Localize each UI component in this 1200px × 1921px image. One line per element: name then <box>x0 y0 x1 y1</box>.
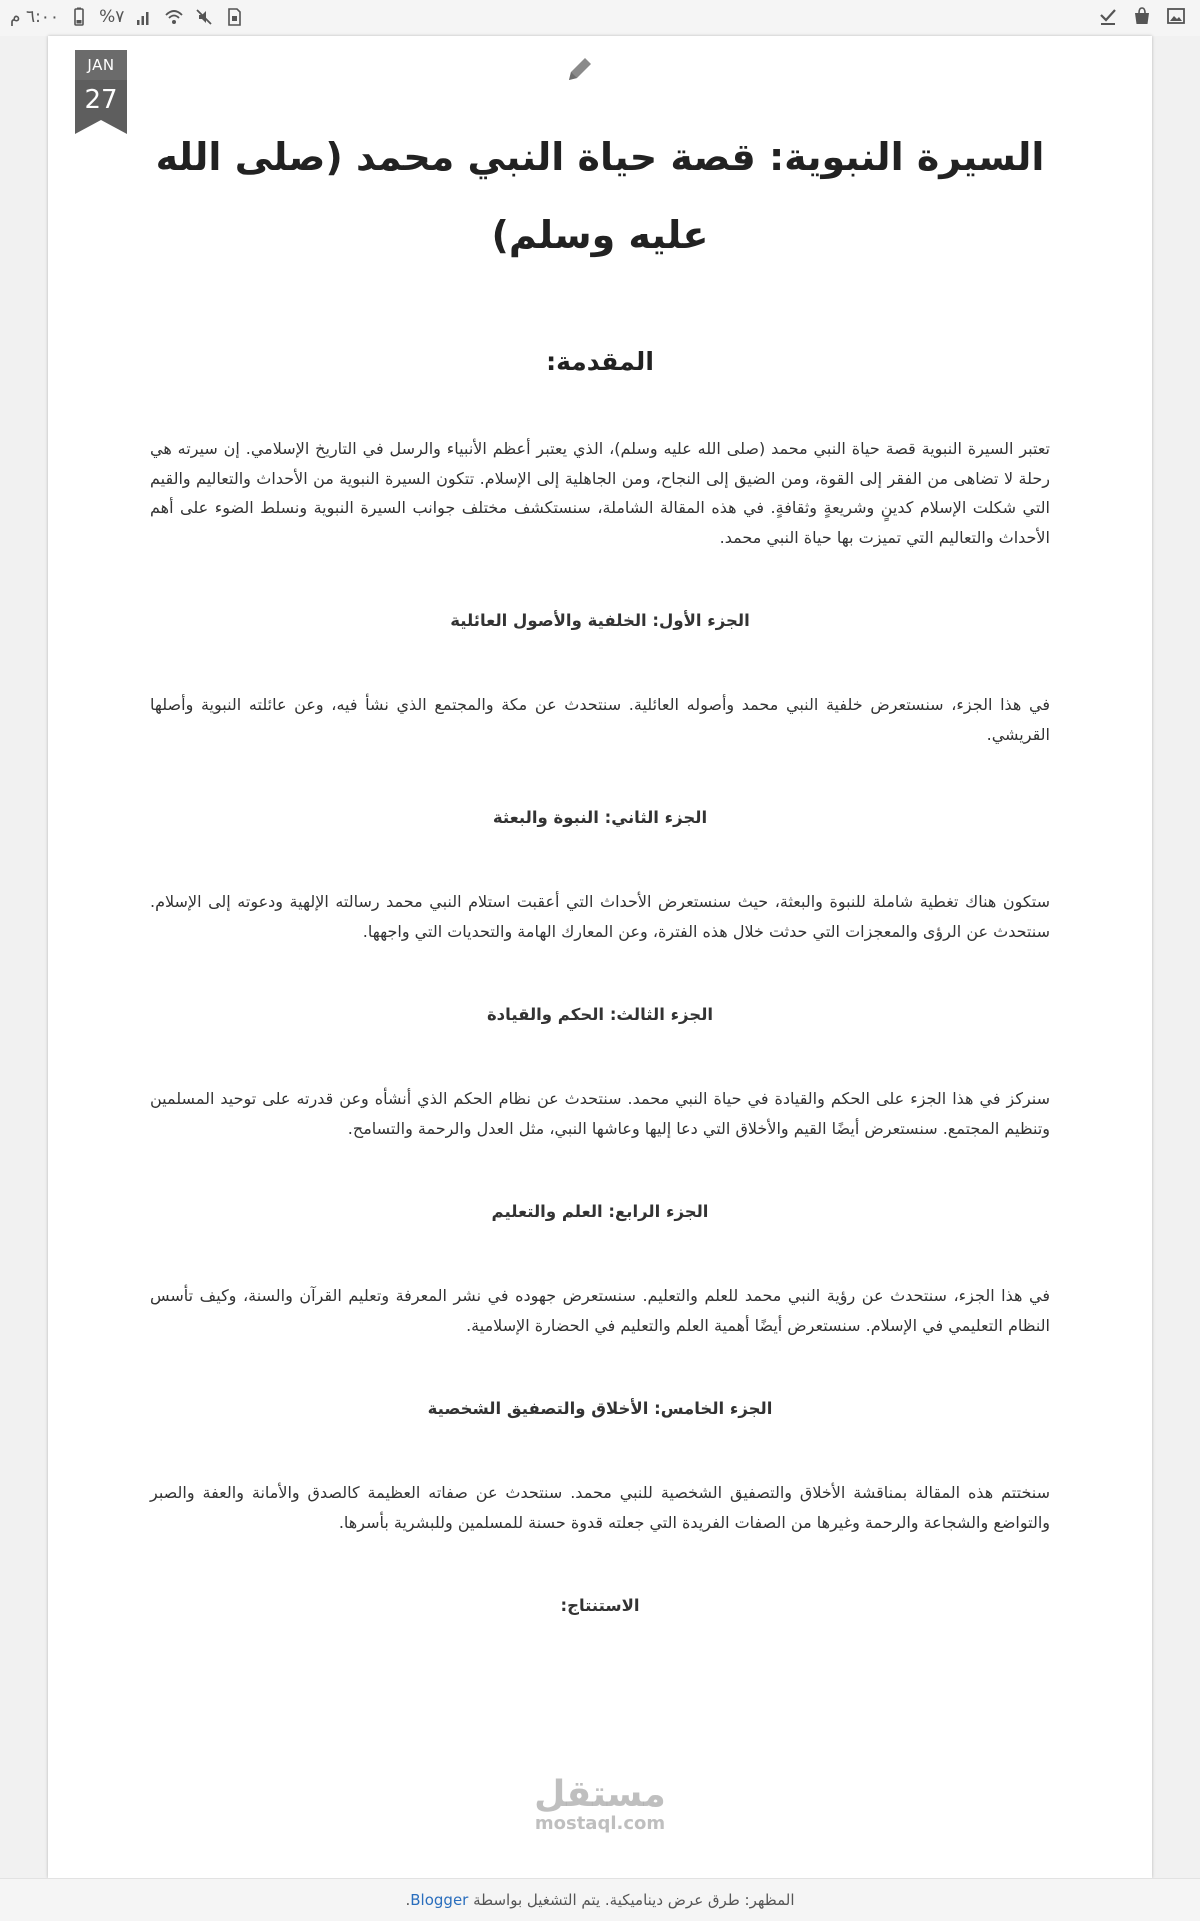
status-left <box>10 6 244 28</box>
battery-icon <box>69 7 89 27</box>
footer-period: . <box>405 1891 411 1909</box>
intro-paragraph: تعتبر السيرة النبوية قصة حياة النبي محمد (صلى الله عليه وسلم)، الذي يعتبر أعظم الأنبياء والرسل في التاريخ الإسلامي. إن سيرته هي رحلة لا تضاهى من الفقر إلى القوة، ومن الضيق إلى النجاح، ومن الجاهلية إلى الإسلام. تتكون السيرة النبوية من الأحداث والتعاليم والقيم التي شكلت الإسلام كدينٍ وشريعةٍ وثقافةٍ. في هذه المقالة الشاملة، سنستكشف مختلف جوانب السيرة النبوية ونسلط الضوء على أهم الأحداث والتعاليم التي تميزت بها حياة النبي محمد. <box>150 439 1050 547</box>
mostaql-watermark <box>510 1776 690 1836</box>
date-day: 27 <box>75 80 127 120</box>
footer-bar <box>0 1878 1200 1921</box>
section-paragraph: سنركز في هذا الجزء على الحكم والقيادة في حياة النبي محمد. سنتحدث عن نظام الحكم الذي أنشأه وعن قدرته على توحيد المسلمين وتنظيم المجتمع. سنستعرض أيضًا القيم والأخلاق التي دعا إليها وعاشها النبي، مثل العدل والرحمة والتسامح. <box>150 1089 1050 1138</box>
date-month: JAN <box>75 50 127 80</box>
section-heading: الجزء الثالث: الحكم والقيادة <box>486 1005 714 1024</box>
status-right <box>1098 6 1186 26</box>
footer-text: المظهر: طرق عرض ديناميكية. يتم التشغيل بواسطة <box>473 1891 795 1909</box>
date-badge-ribbon <box>75 120 127 134</box>
section-heading: الجزء الرابع: العلم والتعليم <box>491 1202 709 1221</box>
watermark-latin: mostaql.com <box>534 1813 666 1834</box>
post-title: السيرة النبوية: قصة حياة النبي محمد (صلى الله عليه وسلم) <box>155 135 1045 257</box>
section-paragraph: في هذا الجزء، سنستعرض خلفية النبي محمد وأصوله العائلية. سنتحدث عن مكة والمجتمع الذي نشأ فيه، وعن عائلته النبوية وأصلها القريشي. <box>150 695 1050 744</box>
image-icon[interactable] <box>1166 6 1186 26</box>
section-paragraph: في هذا الجزء، سنتحدث عن رؤية النبي محمد للعلم والتعليم. سنستعرض جهوده في نشر المعرفة وتعليم القرآن والسنة، وكيف تأسس النظام التعليمي في الإسلام. سنستعرض أيضًا أهمية العلم والتعليم في الحضارة الإسلامية. <box>150 1286 1050 1335</box>
conclusion-heading: الاستنتاج: <box>560 1596 640 1615</box>
watermark-arabic: مستقل <box>534 1774 666 1815</box>
sim-icon <box>224 7 244 27</box>
blogger-link[interactable]: Blogger <box>410 1891 469 1909</box>
section-heading: الجزء الثاني: النبوة والبعثة <box>492 808 708 827</box>
mute-icon <box>194 7 214 27</box>
wifi-icon <box>164 7 184 27</box>
status-time: ٦:٠٠ م <box>10 7 60 27</box>
section-paragraph: ستكون هناك تغطية شاملة للنبوة والبعثة، حيث سنستعرض الأحداث التي أعقبت استلام النبي محمد رسالته الإلهية ودعوته إلى الإسلام. سنتحدث عن الرؤى والمعجزات التي حدثت خلال هذه الفترة، وعن المعارك الهامة والتحديات التي واجهها. <box>150 892 1050 941</box>
post-page <box>48 36 1152 1878</box>
intro-heading: المقدمة: <box>546 347 654 376</box>
section-heading: الجزء الأول: الخلفية والأصول العائلية <box>450 611 750 630</box>
date-badge <box>75 50 127 138</box>
post-content <box>150 118 1050 1621</box>
battery-percent: %٧ <box>99 7 125 27</box>
section-heading: الجزء الخامس: الأخلاق والتصفيق الشخصية <box>427 1399 773 1418</box>
pencil-icon[interactable] <box>563 52 597 86</box>
section-paragraph: سنختتم هذه المقالة بمناقشة الأخلاق والتصفيق الشخصية للنبي محمد. سنتحدث عن صفاته العظيمة كالصدق والأمانة والعفة والصبر والتواضع والشجاعة والرحمة وغيرها من الصفات الفريدة التي جعلته قدوة حسنة للمسلمين وللبشرية بأسرها. <box>150 1483 1050 1532</box>
check-icon[interactable] <box>1098 6 1118 26</box>
shopping-bag-icon[interactable] <box>1132 6 1152 26</box>
signal-icon <box>134 7 154 27</box>
status-bar <box>0 0 1200 36</box>
